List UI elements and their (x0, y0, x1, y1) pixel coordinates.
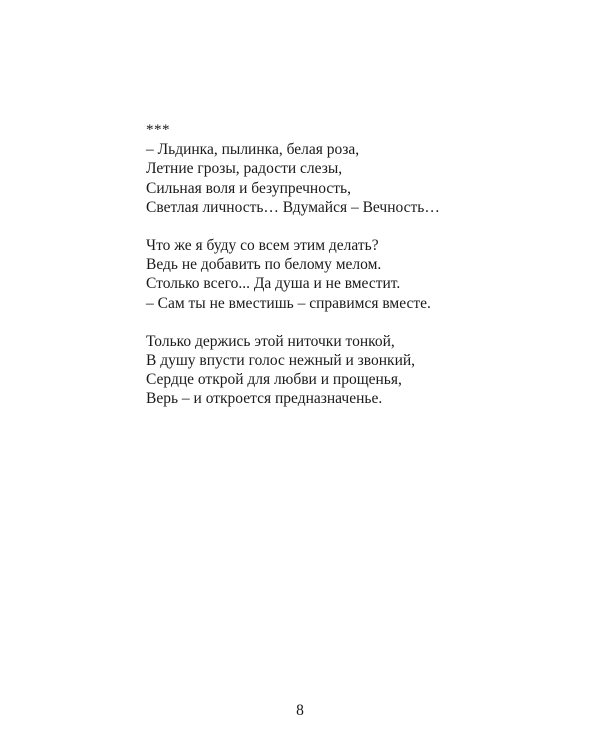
poem-line: Ведь не добавить по белому мелом. (146, 256, 382, 274)
stanza-1 (146, 140, 566, 217)
poem (146, 121, 566, 409)
page-number: 8 (296, 702, 304, 719)
stanza-2 (146, 236, 566, 313)
section-separator: *** (146, 122, 170, 138)
poem-line: Сильная воля и безупречность, (146, 179, 351, 197)
poem-line: Светлая личность… Вдумайся – Вечность… (146, 198, 440, 216)
poem-line: Верь – и откроется предназначенье. (146, 390, 383, 408)
stanza-3 (146, 332, 566, 409)
poem-line: Сердце открой для любви и прощенья, (146, 371, 402, 389)
poem-line: Только держись этой ниточки тонкой, (146, 332, 395, 350)
poem-line: – Сам ты не вместишь – справимся вместе. (146, 294, 431, 312)
poem-line: Летние грозы, радости слезы, (146, 160, 343, 178)
poem-line: Столько всего... Да душа и не вместит. (146, 275, 401, 293)
poem-line: Что же я буду со всем этим делать? (146, 237, 379, 255)
poem-line: В душу впусти голос нежный и звонкий, (146, 352, 416, 370)
poem-line: – Льдинка, пылинка, белая роза, (146, 141, 360, 159)
